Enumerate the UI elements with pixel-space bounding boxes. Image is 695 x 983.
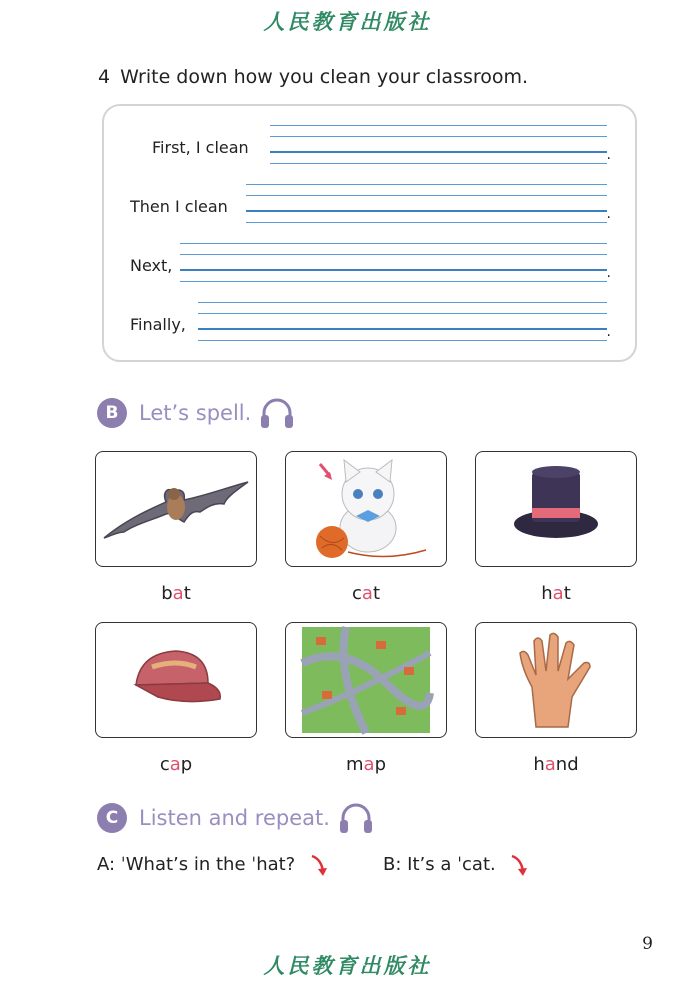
section-c-title: Listen and repeat. — [139, 806, 330, 830]
writing-row-finally — [104, 300, 635, 340]
handwriting-lines[interactable] — [198, 300, 607, 340]
writing-row-first — [104, 123, 635, 163]
publisher-logo-top: 人民教育出版社 — [263, 9, 432, 34]
writing-label: Next, — [130, 256, 173, 275]
writing-label: Then I clean — [130, 197, 228, 216]
cap-image — [96, 623, 256, 737]
word-hand: hand — [533, 754, 579, 775]
bat-image — [96, 452, 256, 566]
word-map: map — [345, 754, 386, 775]
dialog-line-b: B: It’s a ˈcat. — [383, 853, 529, 877]
period: . — [606, 324, 611, 340]
writing-row-then — [104, 182, 635, 222]
falling-intonation-arrow-icon — [509, 853, 529, 877]
picture-card-bat — [95, 451, 257, 567]
writing-row-next — [104, 241, 635, 281]
handwriting-lines[interactable] — [180, 241, 607, 281]
picture-card-map — [285, 622, 447, 738]
task-instruction: Write down how you clean your classroom. — [120, 66, 529, 88]
falling-intonation-arrow-icon — [309, 853, 329, 877]
period: . — [606, 206, 611, 222]
period: . — [606, 147, 611, 163]
word-cat: cat — [352, 583, 380, 604]
writing-box — [102, 104, 637, 362]
hand-image — [476, 623, 636, 737]
section-b-title: Let’s spell. — [139, 401, 252, 425]
dialog-line-a: A: ˈWhat’s in the ˈhat? — [97, 853, 329, 877]
cat-image — [286, 452, 446, 566]
headphones-icon[interactable] — [338, 802, 374, 834]
period: . — [606, 265, 611, 281]
task-4-title — [98, 66, 528, 88]
picture-card-cat — [285, 451, 447, 567]
section-b-header — [97, 397, 295, 429]
picture-card-cap — [95, 622, 257, 738]
section-c-header — [97, 802, 374, 834]
picture-card-hand — [475, 622, 637, 738]
picture-card-hat — [475, 451, 637, 567]
handwriting-lines[interactable] — [270, 123, 607, 163]
word-bat: bat — [161, 583, 191, 604]
handwriting-lines[interactable] — [246, 182, 607, 222]
map-image — [286, 623, 446, 737]
hat-image — [476, 452, 636, 566]
headphones-icon[interactable] — [259, 397, 295, 429]
page-number: 9 — [642, 934, 653, 954]
writing-label: Finally, — [130, 315, 186, 334]
publisher-logo-bottom: 人民教育出版社 — [263, 953, 432, 978]
task-number: 4 — [98, 66, 111, 88]
section-b-badge: B — [97, 398, 127, 428]
writing-label: First, I clean — [152, 138, 249, 157]
word-hat: hat — [541, 583, 571, 604]
word-cap: cap — [159, 754, 193, 775]
section-c-badge: C — [97, 803, 127, 833]
